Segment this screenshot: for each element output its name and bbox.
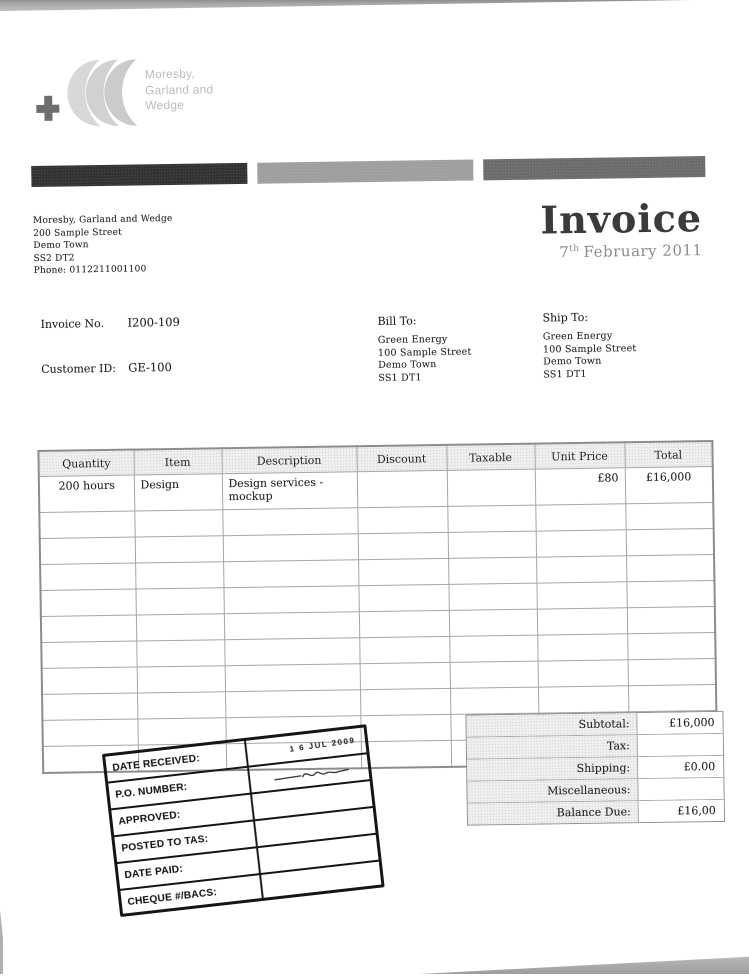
ship-to-name: Green Energy bbox=[542, 330, 613, 343]
cell-item: Design bbox=[134, 474, 223, 511]
stamp-posted-to-tas-label: POSTED TO TAS: bbox=[114, 821, 258, 862]
ship-to-town: Demo Town bbox=[543, 356, 602, 368]
company-address-block bbox=[33, 213, 173, 278]
cell-taxable bbox=[447, 469, 536, 506]
invoice-no-label: Invoice No. bbox=[40, 316, 105, 331]
company-postcode: SS2 DT2 bbox=[33, 253, 75, 264]
company-phone: Phone: 0112211001100 bbox=[33, 264, 147, 277]
bill-to-postcode: SS1 DT1 bbox=[378, 372, 422, 385]
summary-row-balance-due bbox=[468, 800, 724, 825]
crescents-logo-icon bbox=[55, 43, 148, 142]
header-bar-medium bbox=[483, 156, 705, 180]
company-street: 200 Sample Street bbox=[33, 227, 122, 239]
received-rubber-stamp bbox=[102, 724, 385, 917]
stamp-po-number-label: P.O. NUMBER: bbox=[108, 768, 252, 809]
page-title: Invoice bbox=[540, 195, 703, 243]
company-town: Demo Town bbox=[33, 240, 89, 252]
cell-description: Design services - mockup bbox=[222, 472, 358, 510]
bill-to-town: Demo Town bbox=[378, 359, 437, 372]
miscellaneous-value bbox=[638, 778, 723, 800]
cell-unit-price: £80 bbox=[535, 468, 626, 505]
customer-id-value: GE-100 bbox=[128, 359, 172, 375]
logo-line: Moresby, bbox=[144, 66, 196, 82]
logo-wordmark bbox=[145, 66, 214, 114]
logo-line: Wedge bbox=[145, 97, 185, 113]
cell-quantity: 200 hours bbox=[39, 475, 135, 512]
miscellaneous-label: Miscellaneous: bbox=[467, 779, 638, 803]
header-bar-dark bbox=[31, 163, 247, 187]
stamp-cheque-bacs-label: CHEQUE #/BACS: bbox=[120, 875, 264, 917]
date-rest: February 2011 bbox=[583, 241, 703, 261]
col-header-total: Total bbox=[624, 441, 712, 468]
bill-to-name: Green Energy bbox=[377, 333, 448, 346]
balance-due-value: £16,00 bbox=[639, 800, 724, 822]
col-header-item: Item bbox=[133, 448, 221, 475]
bill-to-label: Bill To: bbox=[377, 314, 417, 328]
tax-value bbox=[638, 734, 723, 756]
col-header-unit-price: Unit Price bbox=[534, 442, 624, 469]
customer-id-label: Customer ID: bbox=[41, 361, 117, 376]
ship-to-label: Ship To: bbox=[542, 310, 589, 325]
invoice-date bbox=[396, 241, 702, 264]
shipping-value: £0.00 bbox=[638, 756, 723, 778]
signature-scribble bbox=[272, 762, 351, 787]
logo-line: Garland and bbox=[144, 81, 214, 97]
ship-to-address bbox=[543, 330, 637, 382]
col-header-taxable: Taxable bbox=[446, 444, 534, 471]
subtotal-label: Subtotal: bbox=[466, 713, 637, 737]
invoice-no-value: I200-109 bbox=[127, 314, 180, 330]
header-bar-light bbox=[257, 159, 473, 183]
stamp-date-received-label: DATE RECEIVED: bbox=[105, 741, 249, 782]
col-header-description: Description bbox=[221, 446, 356, 473]
stamp-date-paid-label: DATE PAID: bbox=[117, 848, 261, 889]
tax-label: Tax: bbox=[467, 735, 638, 759]
stamp-date: 1 6 JUL 2009 bbox=[288, 735, 356, 754]
cell-discount bbox=[357, 470, 448, 507]
totals-summary-table bbox=[465, 711, 725, 826]
date-ordinal: th bbox=[569, 243, 580, 255]
stamp-approved-label: APPROVED: bbox=[111, 794, 255, 835]
shipping-label: Shipping: bbox=[467, 757, 638, 781]
ship-to-street: 100 Sample Street bbox=[542, 342, 637, 356]
scanner-edge-left bbox=[0, 910, 3, 974]
company-name: Moresby, Garland and Wedge bbox=[32, 213, 173, 227]
cell-total: £16,000 bbox=[625, 466, 714, 503]
ship-to-postcode: SS1 DT1 bbox=[543, 368, 587, 381]
date-day: 7 bbox=[558, 243, 570, 262]
bill-to-street: 100 Sample Street bbox=[377, 346, 472, 359]
bill-to-address bbox=[378, 334, 472, 386]
col-header-quantity: Quantity bbox=[38, 450, 133, 477]
subtotal-value: £16,000 bbox=[637, 712, 722, 734]
balance-due-label: Balance Due: bbox=[468, 801, 639, 825]
col-header-discount: Discount bbox=[356, 445, 446, 472]
